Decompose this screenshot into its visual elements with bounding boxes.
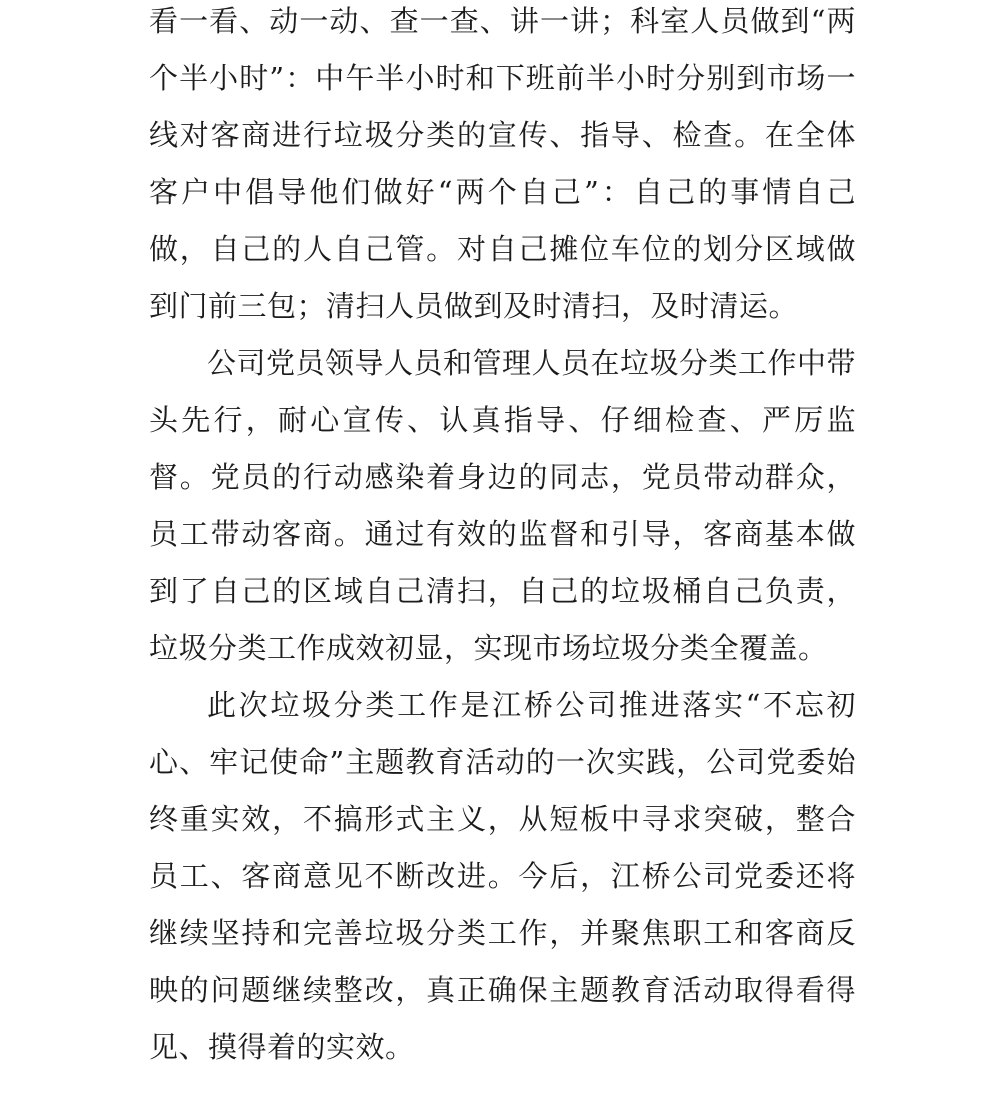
paragraph-3: 此次垃圾分类工作是江桥公司推进落实“不忘初心、牢记使命”主题教育活动的一次实践，公司党委始终重实效，不搞形式主义，从短板中寻求突破，整合员工、客商意见不断改进。今后，江桥公司党委还将继续坚持和完善垃圾分类工作，并聚焦职工和客商反映的问题继续整改，真正确保主题教育活动取得看得见、摸得着的实效。 <box>149 688 856 1064</box>
paragraph-1: 看一看、动一动、查一查、讲一讲；科室人员做到“两个半小时”：中午半小时和下班前半小时分别到市场一线对客商进行垃圾分类的宣传、指导、检查。在全体客户中倡导他们做好“两个自己”：自己的事情自己做，自己的人自己管。对自己摊位车位的划分区域做到门前三包；清扫人员做到及时清扫，及时清运。 <box>149 4 856 323</box>
paragraph-2: 公司党员领导人员和管理人员在垃圾分类工作中带头先行，耐心宣传、认真指导、仔细检查、严厉监督。党员的行动感染着身边的同志，党员带动群众，员工带动客商。通过有效的监督和引导，客商基本做到了自己的区域自己清扫，自己的垃圾桶自己负责，垃圾分类工作成效初显，实现市场垃圾分类全覆盖。 <box>149 346 857 665</box>
document-text-block <box>149 0 856 1076</box>
